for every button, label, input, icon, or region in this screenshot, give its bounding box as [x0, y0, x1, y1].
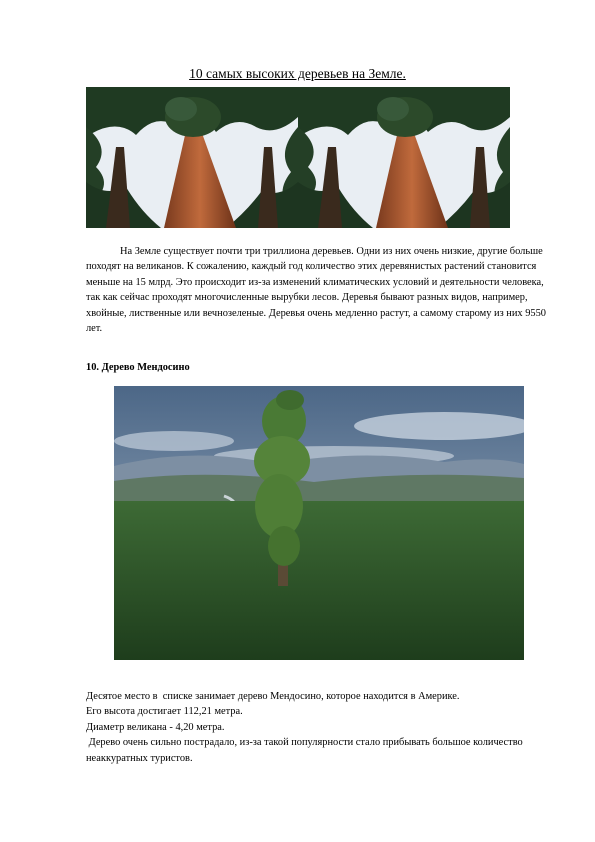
redwood-canopy-image	[86, 87, 510, 228]
description-paragraph	[86, 689, 556, 766]
description-line: Десятое место в списке занимает дерево Мендосино, которое находится в Америке.	[86, 691, 460, 702]
intro-paragraph: На Земле существует почти три триллиона деревьев. Одни из них очень низкие, другие больше походят на великанов. К сожалению, каждый год количество этих деревянистых растений становится меньше на 15 млрд. Это происходит из-за изменений климатических условий и деятельности человека, так как сейчас проходят многочисленные вырубки лесов. Деревья бывают разных видов, например, хвойные, лиственные или вечнозеленые. Деревья очень медленно растут, а самому старому из них 9550 лет.	[86, 246, 546, 335]
section-heading: 10. Дерево Мендосино	[86, 362, 190, 373]
description-line: Его высота достигает 112,21 метра.	[86, 706, 243, 718]
mendocino-tree-image	[114, 386, 524, 660]
document-title: 10 самых высоких деревьев на Земле.	[189, 66, 406, 81]
description-line: Диаметр великана - 4,20 метра.	[86, 721, 225, 733]
description-line: Дерево очень сильно пострадало, из-за такой популярности стало прибывать большое количество неаккуратных туристов.	[86, 737, 526, 764]
